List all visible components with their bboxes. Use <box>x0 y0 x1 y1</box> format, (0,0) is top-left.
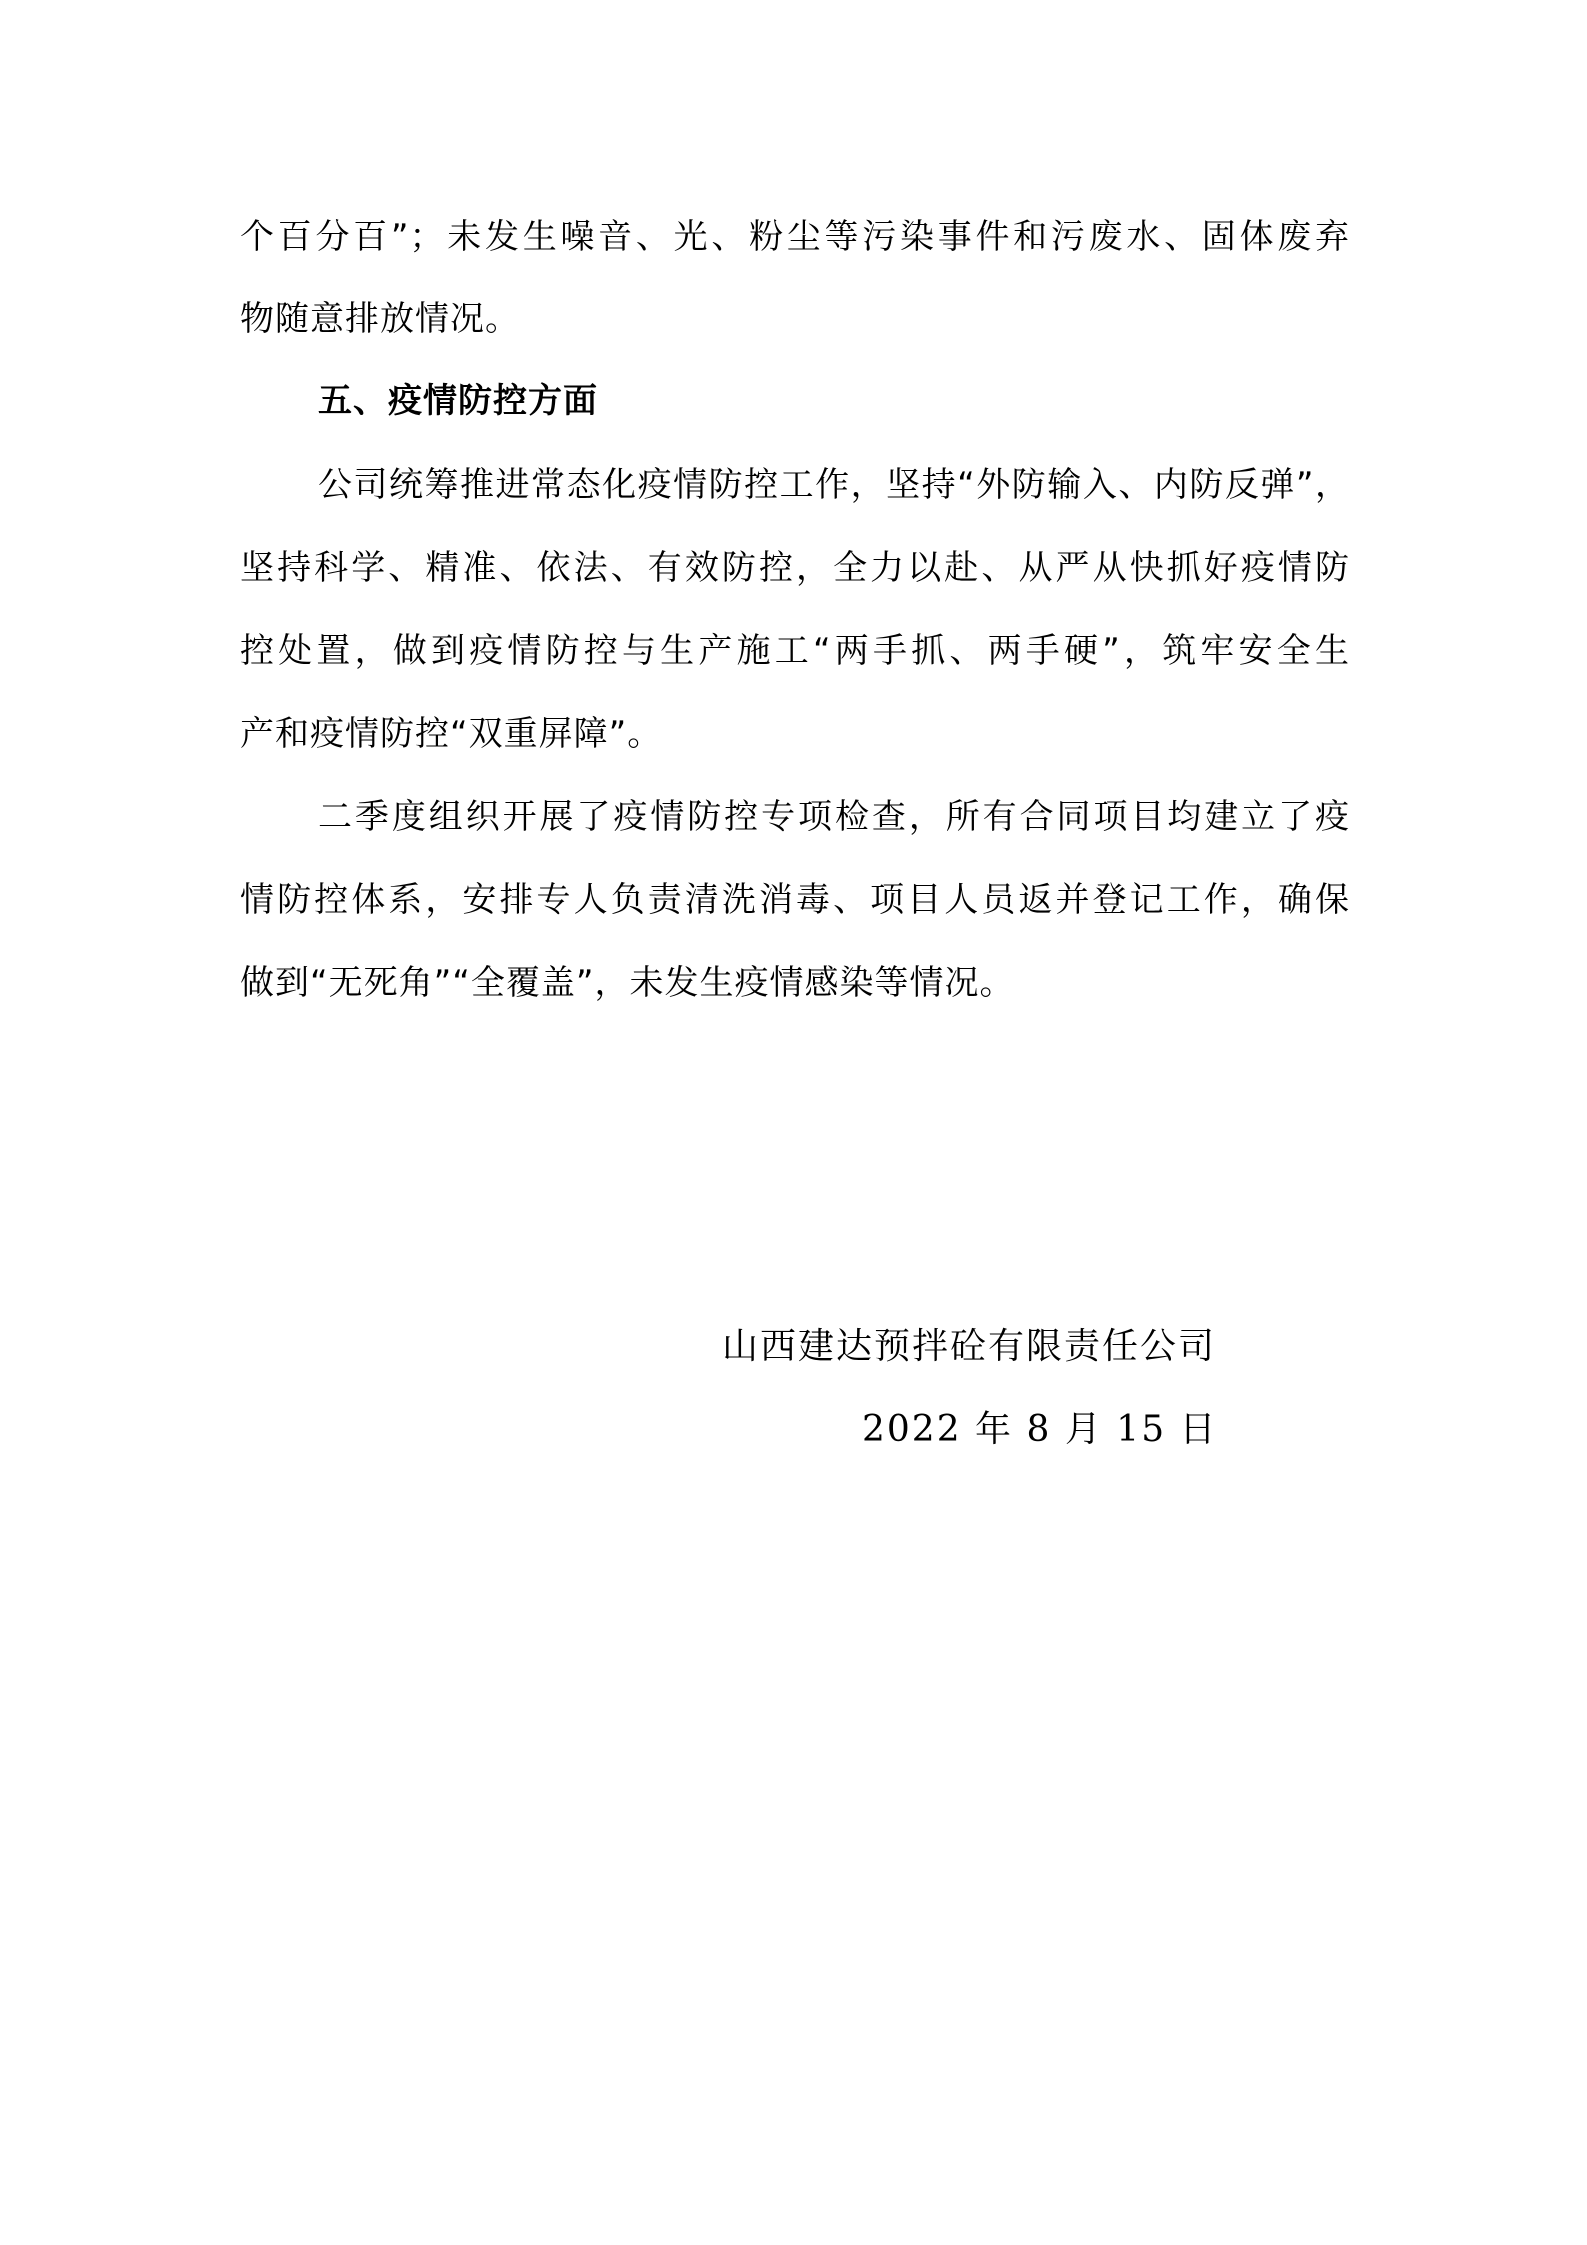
paragraph-line: 情防控体系，安排专人负责清洗消毒、项目人员返并登记工作，确保 <box>240 880 1350 920</box>
paragraph-line: 物随意排放情况。 <box>240 299 520 339</box>
paragraph-line: 二季度组织开展了疫情防控专项检查，所有合同项目均建立了疫 <box>318 797 1350 837</box>
paragraph-line: 公司统筹推进常态化疫情防控工作，坚持“外防输入、内防反弹”， <box>318 465 1350 505</box>
signature-company: 山西建达预拌砼有限责任公司 <box>722 1326 1217 1367</box>
paragraph-line: 产和疫情防控“双重屏障”。 <box>240 714 663 754</box>
paragraph-line: 坚持科学、精准、依法、有效防控，全力以赴、从严从快抓好疫情防 <box>240 548 1350 588</box>
paragraph-line: 做到“无死角”“全覆盖”，未发生疫情感染等情况。 <box>240 963 1015 1003</box>
section-heading: 五、疫情防控方面 <box>318 381 598 421</box>
signature-date: 2022 年 8 月 15 日 <box>862 1409 1218 1450</box>
paragraph-line: 个百分百”；未发生噪音、光、粉尘等污染事件和污废水、固体废弃 <box>240 217 1350 257</box>
paragraph-line: 控处置，做到疫情防控与生产施工“两手抓、两手硬”，筑牢安全生 <box>240 631 1350 671</box>
